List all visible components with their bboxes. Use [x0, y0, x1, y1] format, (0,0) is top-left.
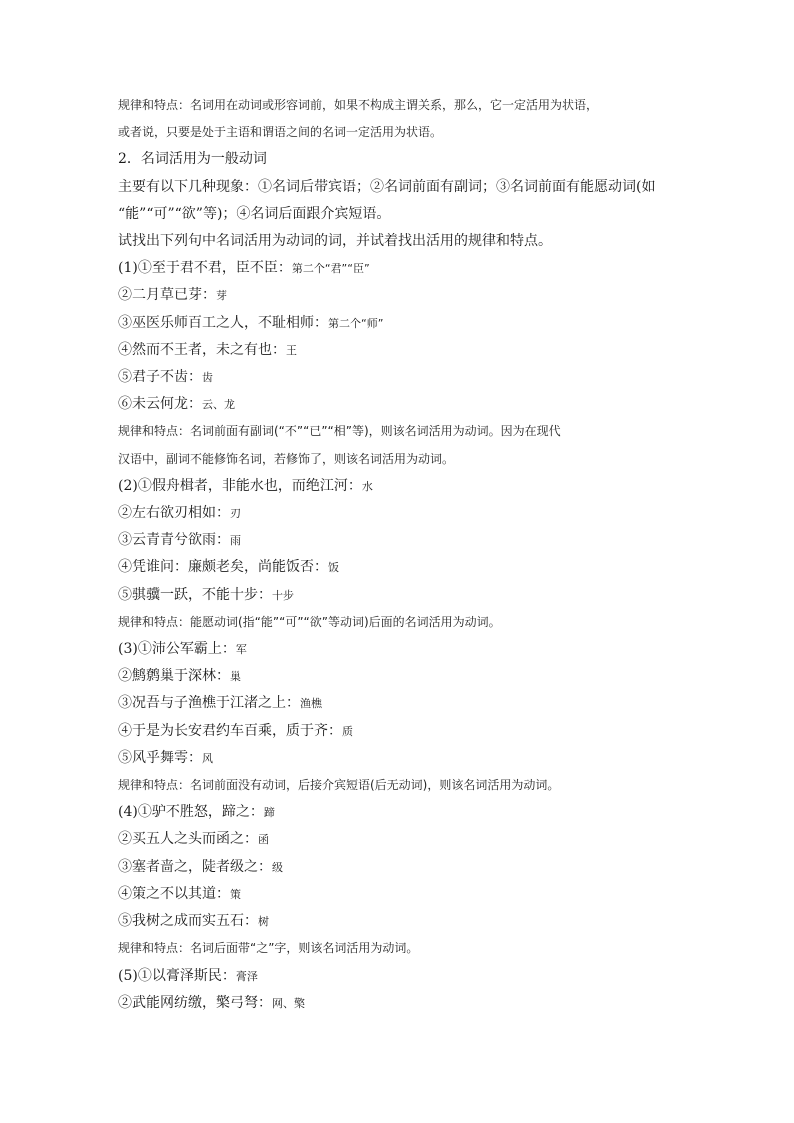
- answer-separator: ：: [258, 858, 272, 875]
- answer-separator: ：: [221, 641, 236, 658]
- answer-separator: ：: [188, 369, 202, 386]
- line-text: ④然而不王者，未之有也: [118, 341, 272, 358]
- line-text: 或者说，只要是处于主语和谓语之间的名词一定活用为状语。: [118, 125, 443, 140]
- answer-text: 蹄: [263, 806, 275, 820]
- text-line: [118, 826, 688, 853]
- line-text: (5)①以膏泽斯民: [118, 967, 222, 984]
- text-line: [118, 718, 688, 745]
- text-line: [118, 228, 688, 255]
- line-text: ②二月草已芽: [118, 287, 202, 304]
- answer-text: 策: [230, 887, 241, 901]
- text-line: [118, 854, 688, 881]
- answer-text: 十步: [272, 588, 294, 602]
- line-text: 规律和特点：名词前面有副词(“不”“已”“相”等)，则该名词活用为动词。因为在现代: [118, 424, 561, 439]
- line-text: ②买五人之头而函之: [118, 831, 244, 848]
- text-line: [118, 337, 688, 364]
- line-text: ⑥未云何龙: [118, 396, 188, 413]
- answer-separator: ：: [277, 260, 292, 277]
- text-line: [118, 963, 688, 990]
- answer-separator: ：: [216, 505, 230, 522]
- answer-text: 第二个“君”“臣”: [291, 262, 370, 276]
- line-text: (1)①至于君不君，臣不臣: [118, 260, 278, 277]
- line-text: ⑤风乎舞雩: [118, 749, 188, 766]
- answer-text: 第二个“师”: [328, 316, 384, 330]
- line-text: 规律和特点：能愿动词(指“能”“可”“欲”等动词)后面的名词活用为动词。: [118, 614, 501, 629]
- answer-text: 风: [202, 751, 213, 765]
- line-text: (3)①沛公军霸上: [118, 641, 222, 658]
- text-line: [118, 282, 688, 309]
- text-line: [118, 364, 688, 391]
- answer-separator: ：: [314, 314, 328, 331]
- answer-text: 巢: [230, 670, 241, 684]
- answer-text: 云、龙: [202, 398, 235, 412]
- text-line: [118, 146, 688, 173]
- text-line: [118, 990, 688, 1017]
- rule-note-line: [118, 772, 688, 799]
- answer-separator: ：: [244, 831, 258, 848]
- line-text: 2．名词活用为一般动词: [118, 151, 267, 168]
- answer-text: 树: [258, 915, 269, 929]
- line-text: 规律和特点：名词用在动词或形容词前，如果不构成主谓关系，那么，它一定活用为状语，: [118, 98, 599, 112]
- line-text: 汉语中，副词不能修饰名词，若修饰了，则该名词活用为动词。: [118, 451, 455, 466]
- answer-text: 渔樵: [300, 697, 322, 711]
- line-text: (4)①驴不胜怒，蹄之: [118, 804, 250, 821]
- answer-separator: ：: [188, 749, 202, 766]
- line-text: ④凭谁问：廉颇老矣，尚能饭否: [118, 559, 314, 576]
- text-line: [118, 908, 688, 935]
- text-line: [118, 799, 688, 826]
- line-text: (2)①假舟楫者，非能水也，而绝江河: [118, 477, 348, 494]
- line-text: 规律和特点：名词前面没有动词，后接介宾短语(后无动词)，则该名词活用为动词。: [118, 778, 560, 793]
- text-line: [118, 500, 688, 527]
- rule-note-line: [118, 935, 688, 962]
- rule-note-line: [118, 418, 688, 445]
- answer-text: 饭: [328, 561, 339, 575]
- line-text: ③况吾与子渔樵于江渚之上: [118, 695, 286, 712]
- answer-separator: ：: [249, 804, 264, 821]
- text-line: [118, 174, 688, 201]
- answer-separator: ：: [202, 287, 216, 304]
- answer-text: 水: [361, 479, 373, 493]
- line-text: ⑤君子不齿: [118, 369, 188, 386]
- line-text: ⑤我树之成而实五石: [118, 913, 244, 930]
- answer-separator: ：: [244, 913, 258, 930]
- answer-separator: ：: [216, 668, 230, 685]
- text-line: [118, 582, 688, 609]
- line-text: ④于是为长安君约车百乘，质于齐: [118, 722, 328, 739]
- answer-separator: ：: [216, 885, 230, 902]
- line-text: 主要有以下几种现象：①名词后带宾语；②名词前面有副词；③名词前面有能愿动词(如: [118, 178, 656, 195]
- answer-separator: ：: [328, 722, 342, 739]
- answer-separator: ：: [258, 994, 272, 1011]
- answer-text: 王: [286, 343, 297, 357]
- line-text: ③塞者啬之，陡者级之: [118, 858, 258, 875]
- answer-separator: ：: [188, 396, 202, 413]
- answer-separator: ：: [286, 695, 300, 712]
- text-line: [118, 527, 688, 554]
- answer-text: 军: [235, 643, 247, 657]
- answer-text: 函: [258, 833, 269, 847]
- answer-text: 雨: [230, 534, 241, 548]
- line-text: ④策之不以其道: [118, 885, 216, 902]
- document-body: [118, 92, 688, 1017]
- answer-separator: ：: [216, 532, 230, 549]
- answer-text: 膏泽: [235, 969, 258, 983]
- text-line: [118, 201, 688, 228]
- line-text: “能”“可”“欲”等)；④名词后面跟介宾短语。: [118, 205, 391, 222]
- text-line: [118, 554, 688, 581]
- line-text: ③云青青兮欲雨: [118, 532, 216, 549]
- line-text: 规律和特点：名词后面带“之”字，则该名词活用为动词。: [118, 941, 419, 956]
- line-text: ⑤骐骥一跃，不能十步: [118, 586, 258, 603]
- line-text: ②左右欲刃相如: [118, 505, 216, 522]
- text-line: [118, 473, 688, 500]
- answer-separator: ：: [347, 477, 362, 494]
- answer-separator: ：: [272, 341, 286, 358]
- text-line: [118, 636, 688, 663]
- line-text: ②鹪鹩巢于深林: [118, 668, 216, 685]
- answer-separator: ：: [314, 559, 328, 576]
- answer-separator: ：: [221, 967, 236, 984]
- answer-text: 刃: [230, 507, 241, 521]
- text-line: [118, 391, 688, 418]
- answer-text: 网、檠: [272, 996, 305, 1010]
- text-line: [118, 663, 688, 690]
- text-line: [118, 745, 688, 772]
- text-line: [118, 690, 688, 717]
- line-text: ②武能网纺缴，檠弓弩: [118, 994, 258, 1011]
- answer-text: 级: [272, 860, 283, 874]
- text-line: [118, 881, 688, 908]
- line-text: 试找出下列句中名词活用为动词的词，并试着找出活用的规律和特点。: [118, 233, 552, 250]
- answer-text: 芽: [216, 289, 227, 303]
- answer-text: 质: [342, 724, 353, 738]
- rule-note-line: [118, 92, 688, 119]
- text-line: [118, 255, 688, 282]
- text-line: [118, 310, 688, 337]
- rule-note-line: [118, 609, 688, 636]
- line-text: ③巫医乐师百工之人，不耻相师: [118, 314, 314, 331]
- rule-note-line: [118, 446, 688, 473]
- rule-note-line: [118, 119, 688, 146]
- answer-text: 齿: [202, 371, 213, 385]
- answer-separator: ：: [258, 586, 272, 603]
